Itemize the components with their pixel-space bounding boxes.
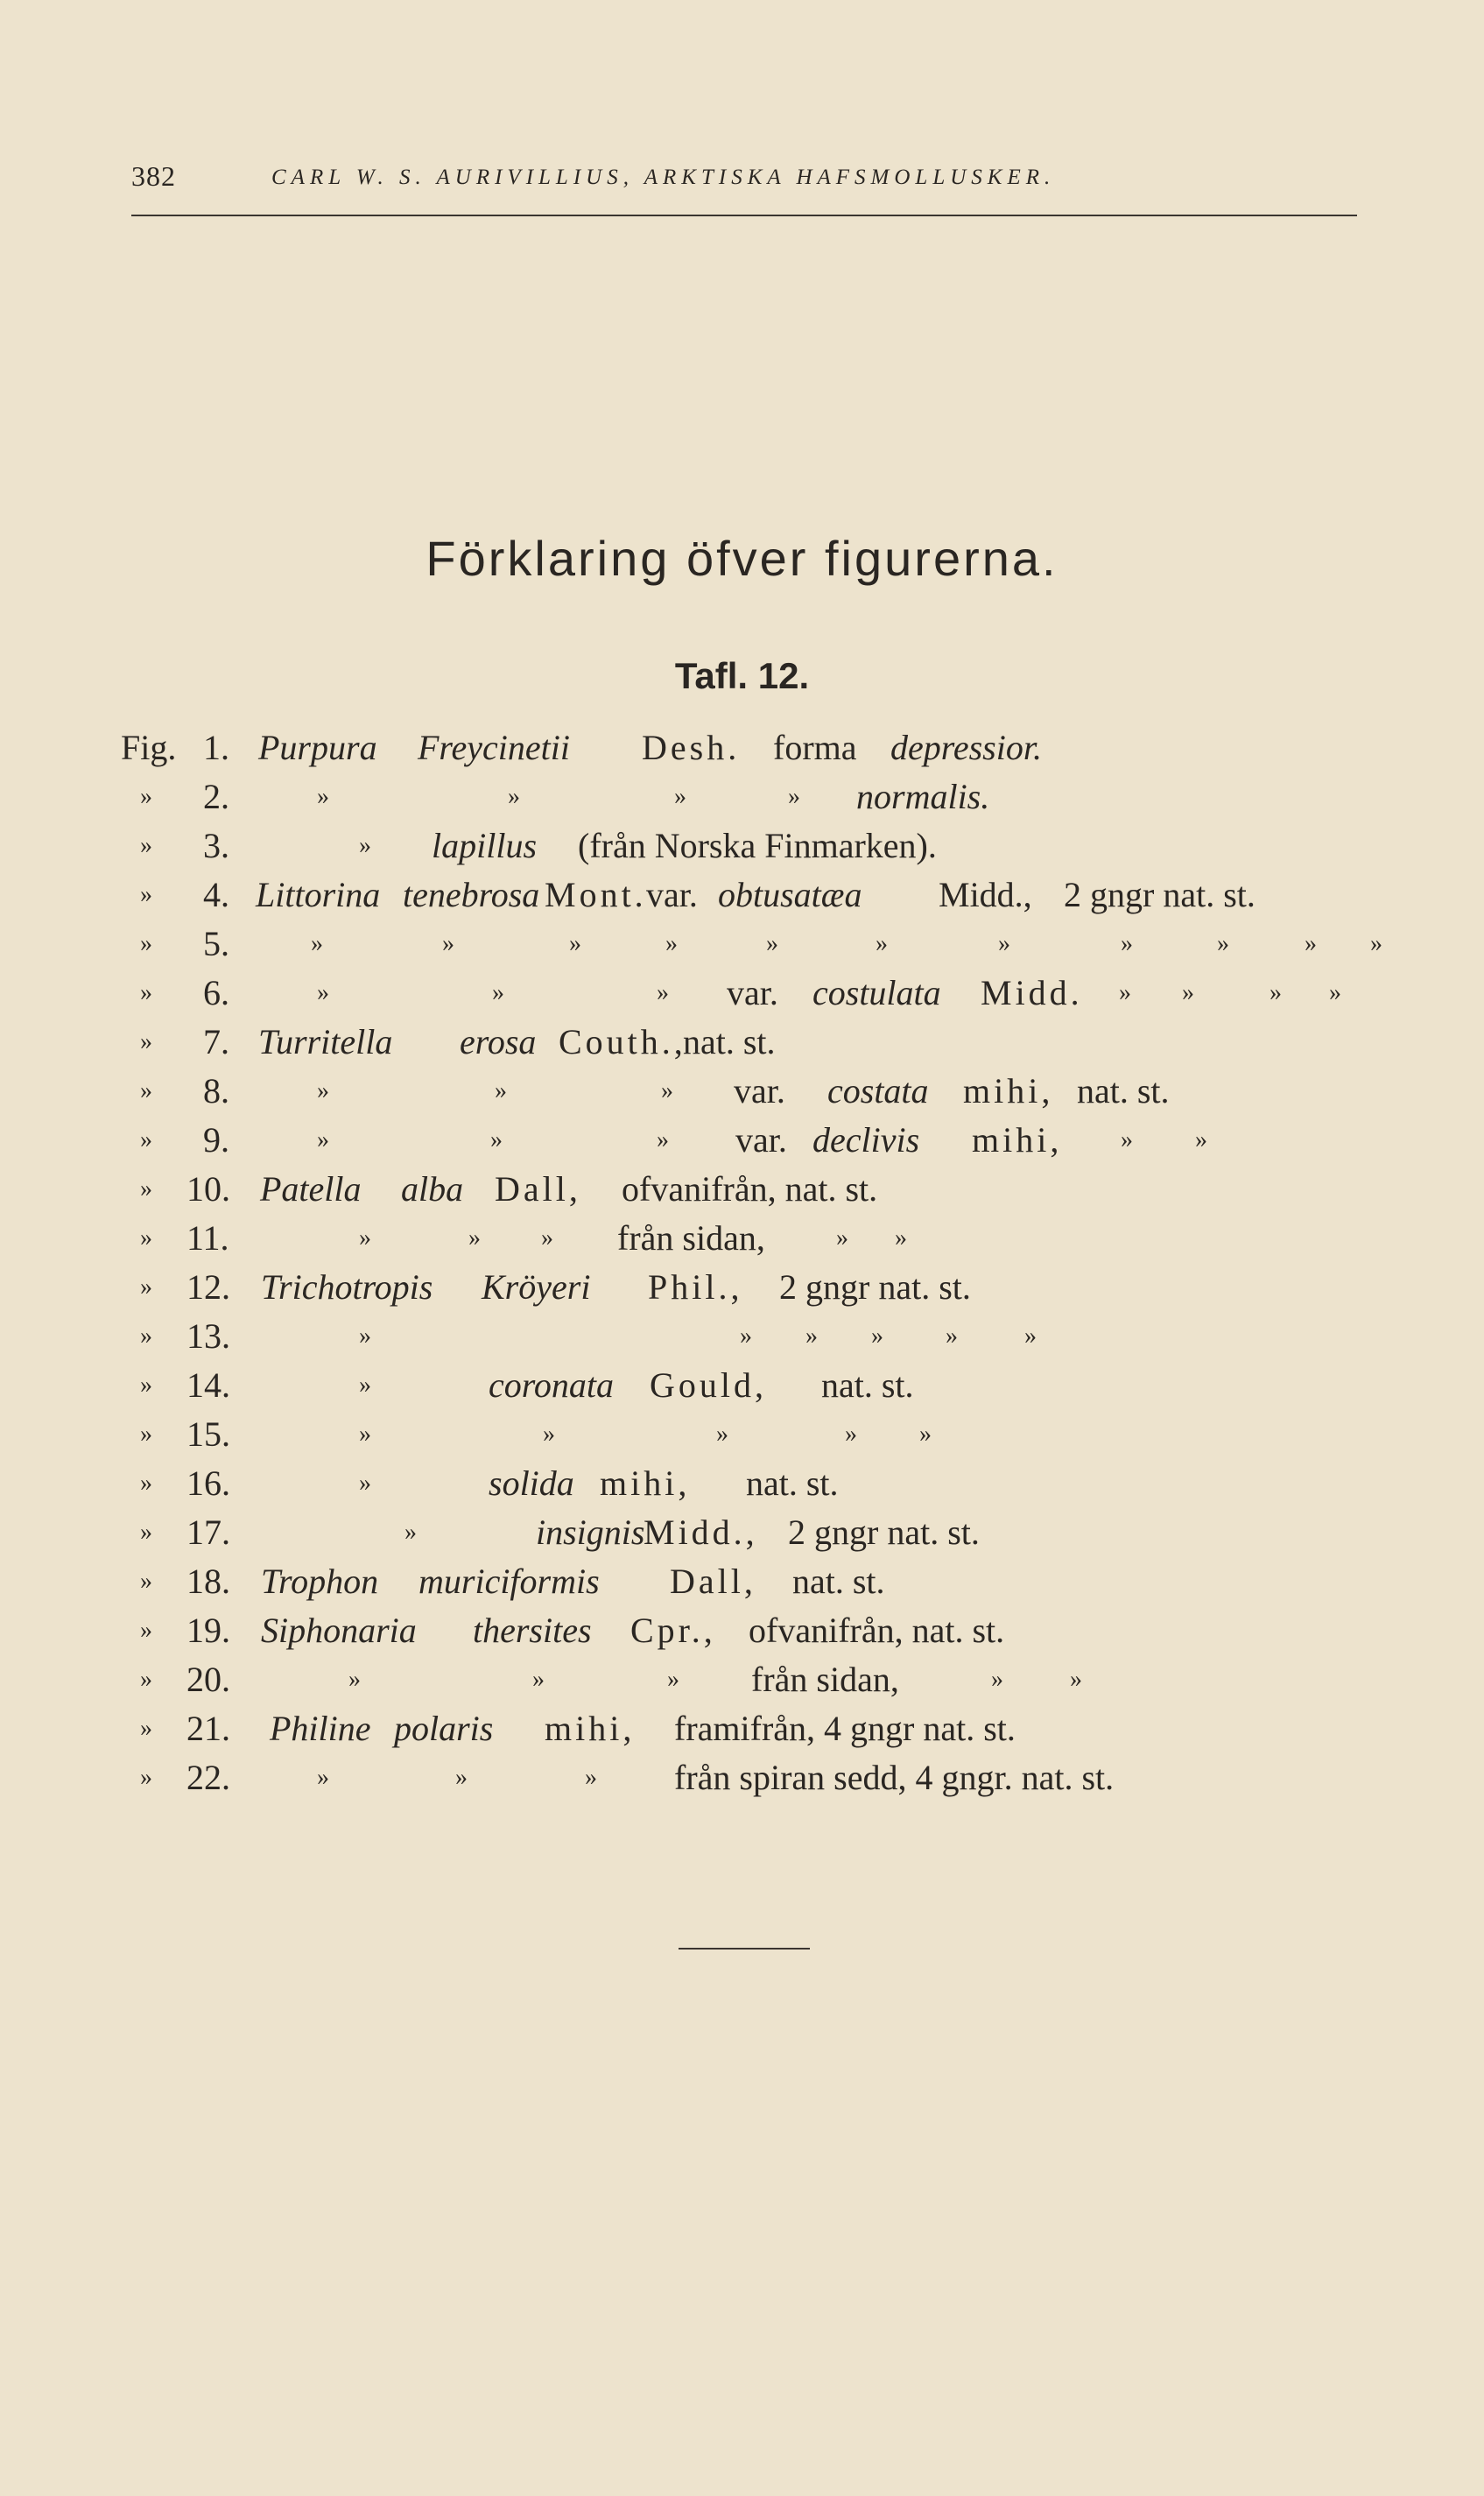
fig-number: 1. — [203, 728, 229, 767]
note: nat. st. — [821, 1365, 914, 1405]
fig-number: 6. — [203, 973, 229, 1012]
note: var. — [727, 973, 778, 1012]
fig-prefix: » — [140, 1519, 152, 1546]
ditto-mark: » — [657, 979, 669, 1006]
figure-row — [0, 1757, 1484, 1806]
fig-prefix: » — [140, 832, 152, 859]
fig-prefix: » — [140, 1715, 152, 1742]
ditto-mark: » — [1119, 979, 1131, 1006]
ditto-mark: » — [1305, 930, 1317, 957]
ditto-mark: » — [788, 783, 800, 810]
figure-row — [0, 1119, 1484, 1168]
fig-prefix: » — [140, 1666, 152, 1693]
note: 2 gngr nat. st. — [1064, 875, 1255, 914]
ditto-mark: » — [532, 1666, 545, 1693]
ditto-mark: » — [455, 1764, 468, 1791]
fig-prefix: » — [140, 1371, 152, 1399]
fig-prefix: » — [140, 979, 152, 1006]
fig-number: 21. — [186, 1709, 230, 1748]
fig-number: 11. — [186, 1218, 229, 1258]
ditto-mark: » — [1121, 1126, 1133, 1153]
species: polaris — [394, 1709, 494, 1748]
figure-row — [0, 776, 1484, 825]
ditto-mark: » — [1121, 930, 1133, 957]
note: från sidan, — [617, 1218, 765, 1258]
species: tenebrosa — [403, 875, 540, 914]
running-head: CARL W. S. AURIVILLIUS, ARKTISKA HAFSMOLLUSKER. — [271, 166, 1056, 189]
ditto-mark: » — [359, 1470, 371, 1497]
ditto-mark: » — [359, 1371, 371, 1399]
fig-number: 15. — [186, 1414, 230, 1454]
form: obtusatæa — [718, 875, 862, 914]
ditto-mark: » — [317, 1126, 329, 1153]
species: muriciformis — [418, 1562, 600, 1601]
species: alba — [401, 1169, 464, 1209]
author: Midd., — [939, 875, 1032, 914]
ditto-mark: » — [740, 1322, 752, 1350]
fig-number: 20. — [186, 1660, 230, 1699]
genus: Philine — [270, 1709, 371, 1748]
figure-row — [0, 1512, 1484, 1561]
plate-heading: Tafl. 12. — [674, 655, 810, 696]
ditto-mark: » — [845, 1421, 857, 1448]
figure-row — [0, 825, 1484, 874]
fig-prefix: » — [140, 783, 152, 810]
fig-number: 3. — [203, 826, 229, 865]
fig-prefix: » — [140, 1470, 152, 1497]
ditto-mark: » — [543, 1421, 555, 1448]
fig-prefix: » — [140, 1568, 152, 1595]
author: mihi, — [972, 1120, 1063, 1160]
species: Freycinetii — [418, 728, 570, 767]
form: costata — [827, 1071, 929, 1111]
ditto-mark: » — [998, 930, 1010, 957]
fig-prefix: » — [140, 881, 152, 908]
ditto-mark: » — [317, 1077, 329, 1104]
ditto-mark: » — [1269, 979, 1282, 1006]
figure-row — [0, 1414, 1484, 1463]
ditto-mark: » — [657, 1126, 669, 1153]
ditto-mark: » — [317, 979, 329, 1006]
ditto-mark: » — [674, 783, 686, 810]
fig-number: 22. — [186, 1758, 230, 1797]
ditto-mark: » — [1370, 930, 1382, 957]
note: 2 gngr nat. st. — [779, 1267, 971, 1307]
fig-number: 19. — [186, 1611, 230, 1650]
page-title: Förklaring öfver figurerna. — [426, 531, 1058, 586]
author: Dall, — [495, 1169, 581, 1209]
figure-row — [0, 1659, 1484, 1708]
ditto-mark: » — [359, 1322, 371, 1350]
fig-prefix: » — [140, 1077, 152, 1104]
figure-row — [0, 1315, 1484, 1364]
author: Dall, — [670, 1562, 756, 1601]
species: insignis — [536, 1512, 645, 1552]
fig-number: 16. — [186, 1463, 230, 1503]
ditto-mark: » — [442, 930, 454, 957]
ditto-mark: » — [541, 1224, 553, 1252]
figure-row — [0, 1070, 1484, 1119]
fig-number: 8. — [203, 1071, 229, 1111]
author: mihi, — [963, 1071, 1054, 1111]
note: var. — [735, 1120, 787, 1160]
fig-prefix: » — [140, 1224, 152, 1252]
genus: Patella — [260, 1169, 362, 1209]
note: (från Norska Finmarken). — [578, 826, 937, 865]
ditto-mark: » — [716, 1421, 728, 1448]
ditto-mark: » — [766, 930, 778, 957]
figure-row — [0, 1266, 1484, 1315]
ditto-mark: » — [991, 1666, 1003, 1693]
figure-row — [0, 1364, 1484, 1414]
fig-prefix: » — [140, 1421, 152, 1448]
author: Phil., — [648, 1267, 743, 1307]
ditto-mark: » — [667, 1666, 679, 1693]
ditto-mark: » — [359, 1421, 371, 1448]
author: Midd., — [644, 1512, 758, 1552]
note: framifrån, 4 gngr nat. st. — [674, 1709, 1016, 1748]
ditto-mark: » — [569, 930, 581, 957]
fig-prefix: » — [140, 1273, 152, 1301]
ditto-mark: » — [1195, 1126, 1207, 1153]
ditto-mark: » — [317, 1764, 329, 1791]
fig-number: 13. — [186, 1316, 230, 1356]
form: normalis. — [856, 777, 990, 816]
ditto-mark: » — [1182, 979, 1194, 1006]
figure-row — [0, 1168, 1484, 1217]
fig-number: 18. — [186, 1562, 230, 1601]
genus: Trichotropis — [261, 1267, 433, 1307]
species: thersites — [473, 1611, 592, 1650]
form: declivis — [812, 1120, 920, 1160]
ditto-mark: » — [492, 979, 504, 1006]
fig-number: 9. — [203, 1120, 229, 1160]
figure-row — [0, 1708, 1484, 1757]
fig-number: 17. — [186, 1512, 230, 1552]
ditto-mark: » — [919, 1421, 932, 1448]
figure-row — [0, 1021, 1484, 1070]
ditto-mark: » — [661, 1077, 673, 1104]
fig-number: 4. — [203, 875, 229, 914]
note: från spiran sedd, 4 gngr. nat. st. — [674, 1758, 1115, 1797]
ditto-mark: » — [871, 1322, 883, 1350]
note: ofvanifrån, nat. st. — [622, 1169, 878, 1209]
figure-row — [0, 1561, 1484, 1610]
note: var. — [734, 1071, 785, 1111]
ditto-mark: » — [1217, 930, 1229, 957]
ditto-mark: » — [311, 930, 323, 957]
fig-number: 2. — [203, 777, 229, 816]
author: mihi, — [545, 1709, 636, 1748]
note: forma — [773, 728, 857, 767]
genus: Trophon — [261, 1562, 379, 1601]
species: erosa — [460, 1022, 537, 1061]
note: 2 gngr nat. st. — [788, 1512, 980, 1552]
author: Gould, — [650, 1365, 767, 1405]
species: Kröyeri — [482, 1267, 591, 1307]
ditto-mark: » — [665, 930, 678, 957]
author: Mont. — [545, 875, 647, 914]
ditto-mark: » — [876, 930, 888, 957]
ditto-mark: » — [1329, 979, 1341, 1006]
genus: Littorina — [256, 875, 381, 914]
note: från sidan, — [751, 1660, 899, 1699]
note: nat. st. — [1077, 1071, 1170, 1111]
figure-row — [0, 1217, 1484, 1266]
author: Midd. — [981, 973, 1083, 1012]
ditto-mark: » — [468, 1224, 481, 1252]
page-number: 382 — [131, 160, 176, 192]
species: solida — [489, 1463, 574, 1503]
ditto-mark: » — [404, 1519, 417, 1546]
header-rule — [131, 215, 1357, 216]
fig-number: 12. — [186, 1267, 230, 1307]
genus: Purpura — [258, 728, 377, 767]
fig-prefix: » — [140, 930, 152, 957]
fig-number: 10. — [186, 1169, 230, 1209]
note: var. — [646, 875, 698, 914]
ditto-mark: » — [490, 1126, 503, 1153]
ditto-mark: » — [805, 1322, 818, 1350]
form: depressior. — [890, 728, 1042, 767]
figure-row — [0, 874, 1484, 923]
author: Desh. — [642, 728, 741, 767]
note: nat. st. — [792, 1562, 885, 1601]
ditto-mark: » — [317, 783, 329, 810]
note: nat. st. — [746, 1463, 839, 1503]
ditto-mark: » — [348, 1666, 361, 1693]
ditto-mark: » — [1024, 1322, 1037, 1350]
ditto-mark: » — [359, 832, 371, 859]
author: Couth., — [559, 1022, 686, 1061]
ditto-mark: » — [895, 1224, 907, 1252]
fig-number: 5. — [203, 924, 229, 963]
species: coronata — [489, 1365, 614, 1405]
ditto-mark: » — [495, 1077, 507, 1104]
figure-row — [0, 923, 1484, 972]
fig-prefix: » — [140, 1617, 152, 1644]
ditto-mark: » — [585, 1764, 597, 1791]
genus: Turritella — [258, 1022, 393, 1061]
fig-prefix: Fig. — [121, 728, 177, 767]
fig-number: 7. — [203, 1022, 229, 1061]
figure-row — [0, 1610, 1484, 1659]
ditto-mark: » — [836, 1224, 848, 1252]
fig-prefix: » — [140, 1175, 152, 1202]
fig-prefix: » — [140, 1028, 152, 1055]
ditto-mark: » — [1070, 1666, 1082, 1693]
figure-row — [0, 1463, 1484, 1512]
author: Cpr., — [630, 1611, 716, 1650]
fig-prefix: » — [140, 1126, 152, 1153]
running-header — [131, 160, 1357, 195]
ditto-mark: » — [508, 783, 520, 810]
ditto-mark: » — [946, 1322, 958, 1350]
species: lapillus — [432, 826, 538, 865]
figure-row — [0, 972, 1484, 1021]
note: nat. st. — [683, 1022, 776, 1061]
form: costulata — [812, 973, 941, 1012]
figure-row — [0, 727, 1484, 776]
fig-number: 14. — [186, 1365, 230, 1405]
fig-prefix: » — [140, 1764, 152, 1791]
end-rule — [679, 1948, 810, 1950]
ditto-mark: » — [359, 1224, 371, 1252]
genus: Siphonaria — [261, 1611, 417, 1650]
note: ofvanifrån, nat. st. — [749, 1611, 1005, 1650]
fig-prefix: » — [140, 1322, 152, 1350]
author: mihi, — [600, 1463, 691, 1503]
